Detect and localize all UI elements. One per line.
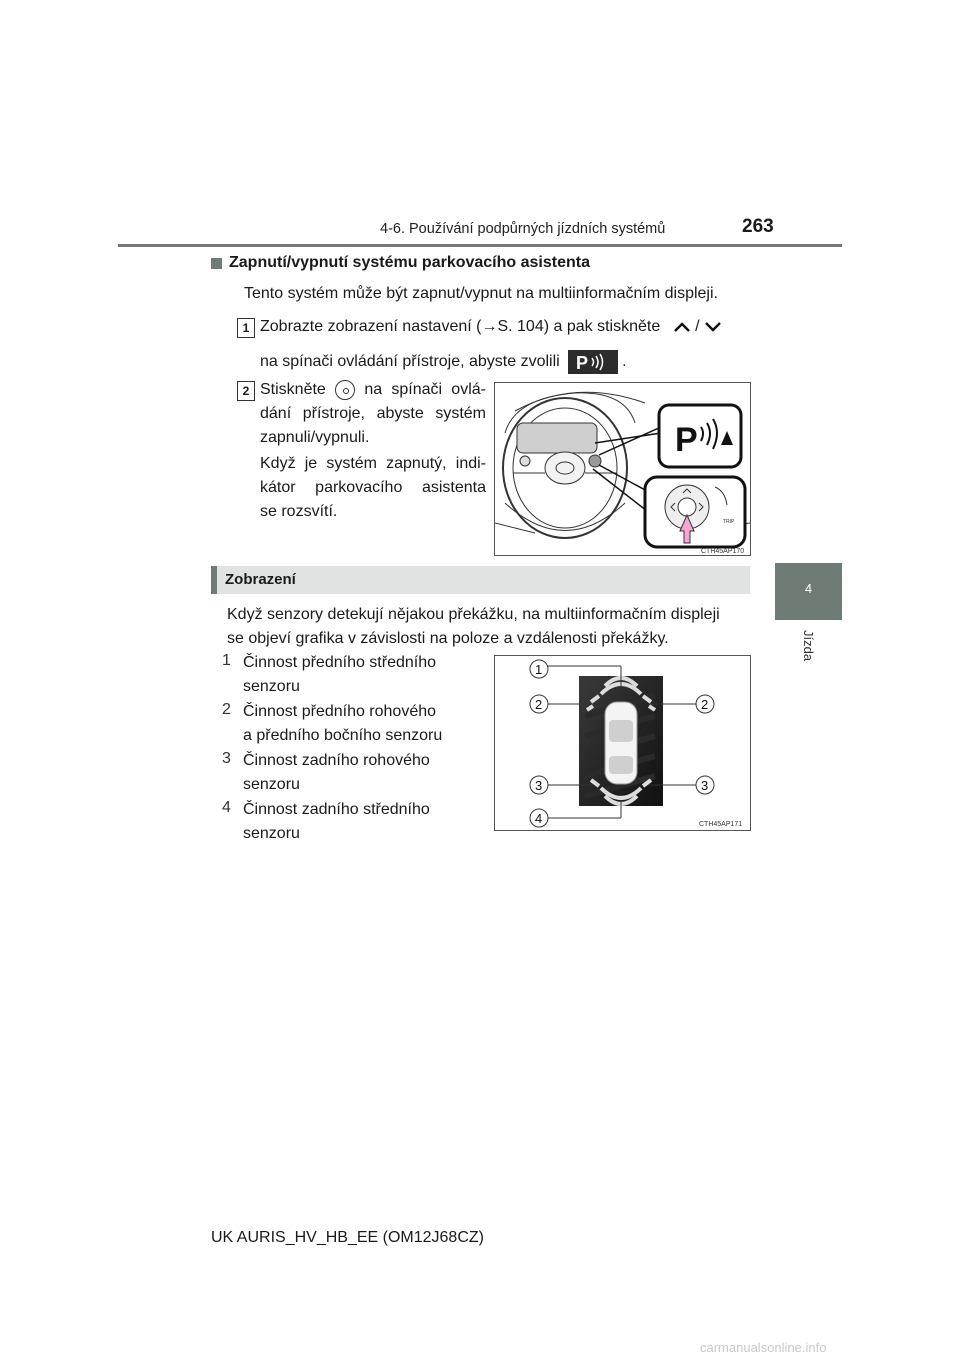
list-item-line2: senzoru <box>243 678 300 695</box>
footer-model-code: UK AURIS_HV_HB_EE (OM12J68CZ) <box>211 1229 484 1246</box>
section1-title: Zapnutí/vypnutí systému parkovacího asistenta <box>229 254 590 271</box>
header-rule <box>118 244 842 247</box>
figure2-code: CTH45AP171 <box>699 821 743 828</box>
callout-3-right: 3 <box>701 778 709 793</box>
step1-text-b: S. 104) a pak stiskněte <box>497 318 661 335</box>
section2-intro1: Když senzory detekují nějakou překážku, na multiinformačním displeji <box>227 606 720 623</box>
list-item-line1: Činnost předního rohového <box>243 703 437 720</box>
list-item-line2: a předního bočního senzoru <box>243 727 443 744</box>
callout-1: 1 <box>535 662 543 677</box>
step1-text-a: Zobrazte zobrazení nastavení ( <box>260 318 482 335</box>
step1-line1 <box>260 315 722 339</box>
callout-4: 4 <box>535 811 543 826</box>
step2-line2: dání přístroje, abyste systém <box>260 405 486 422</box>
list-item-number: 1 <box>222 652 231 669</box>
chapter-number: 4 <box>804 581 813 596</box>
list-item-line2: senzoru <box>243 825 300 842</box>
step1-line2 <box>260 350 627 374</box>
step1-end: . <box>622 353 627 371</box>
list-item-line1: Činnost zadního středního <box>243 801 430 818</box>
chapter-label: Jízda <box>801 630 816 662</box>
list-item-line1: Činnost zadního rohového <box>243 752 430 769</box>
section1-intro: Tento systém může být zapnut/vypnut na multiinformačním displeji. <box>244 285 718 302</box>
step2-note3: se rozsvítí. <box>260 503 338 520</box>
callout-2-left: 2 <box>535 697 543 712</box>
steering-wheel-illustration <box>495 383 750 555</box>
page-number: 263 <box>742 216 774 237</box>
ok-button-icon <box>335 380 355 400</box>
list-item-line2: senzoru <box>243 776 300 793</box>
section2-title: Zobrazení <box>225 571 296 588</box>
step2-text-a: Stiskněte <box>260 381 326 398</box>
sensor-display-illustration <box>495 656 750 830</box>
sensor-display-figure <box>494 655 751 831</box>
parking-assist-icon <box>568 350 618 374</box>
steering-wheel-figure <box>494 382 751 556</box>
section2-band <box>211 566 750 594</box>
svg-text:P: P <box>675 421 698 459</box>
trip-label: TRIP <box>723 519 735 525</box>
arrow-icon: → <box>481 318 498 335</box>
list-item-line1: Činnost předního středního <box>243 654 437 671</box>
step1-slash: / <box>695 318 700 335</box>
section2-intro2: se objeví grafika v závislosti na poloze a vzdálenosti překážky. <box>227 630 669 647</box>
callout-3-left: 3 <box>535 778 543 793</box>
step2-line3: zapnuli/vypnuli. <box>260 429 370 446</box>
step2-note2: kátor parkovacího asistenta <box>260 479 486 496</box>
step1-text-c: na spínači ovládání přístroje, abyste zvolili <box>260 353 560 371</box>
step2-note1: Když je systém zapnutý, indi- <box>260 455 486 472</box>
step2-line1 <box>260 378 486 402</box>
chevron-down-icon <box>704 321 722 333</box>
step2-text-b: na spínači ovlá- <box>364 381 486 398</box>
list-item-number: 3 <box>222 750 231 767</box>
step2-number: 2 <box>237 381 255 401</box>
callout-2-right: 2 <box>701 697 709 712</box>
section-bullet <box>211 258 222 269</box>
header-section-title: 4-6. Používání podpůrných jízdních systémů <box>380 221 666 237</box>
figure1-code: CTH45AP170 <box>701 548 745 555</box>
watermark: carmanualsonline.info <box>700 1340 827 1355</box>
chapter-tab <box>775 563 842 620</box>
list-item-number: 4 <box>222 799 231 816</box>
svg-text:P: P <box>576 353 589 373</box>
step1-number: 1 <box>237 318 255 338</box>
chevron-up-icon <box>673 321 691 333</box>
band-accent <box>211 566 217 594</box>
list-item-number: 2 <box>222 701 231 718</box>
